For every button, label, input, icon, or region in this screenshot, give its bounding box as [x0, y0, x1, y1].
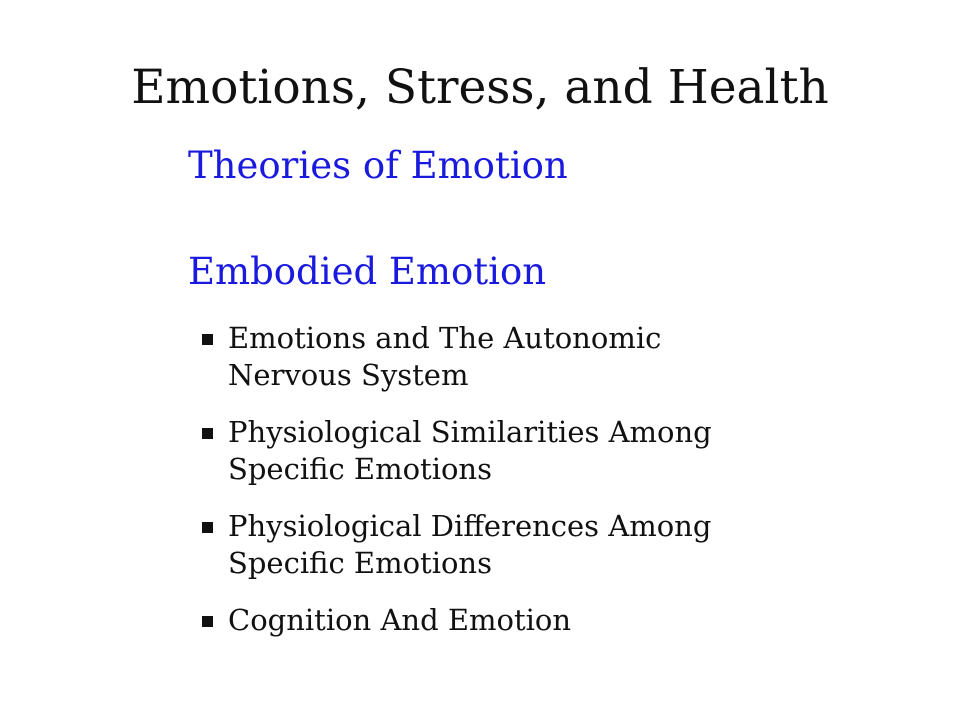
- slide-title: Emotions, Stress, and Health: [131, 60, 829, 115]
- bullet-line: Specific Emotions: [228, 546, 492, 580]
- bullet-item-autonomic: [200, 320, 840, 394]
- bullet-line: Emotions and The Autonomic: [228, 321, 662, 355]
- bullet-line: Cognition And Emotion: [228, 603, 572, 637]
- section-heading-embodied: Embodied Emotion: [188, 250, 547, 293]
- bullet-item-differences: [200, 508, 840, 582]
- bullet-line: Nervous System: [228, 358, 469, 392]
- section-heading-theories: Theories of Emotion: [188, 144, 568, 187]
- square-bullet-icon: [202, 334, 213, 345]
- bullet-item-cognition: [200, 602, 840, 639]
- bullet-line: Physiological Differences Among: [228, 509, 712, 543]
- bullet-list: [200, 320, 840, 659]
- bullet-line: Physiological Similarities Among: [228, 415, 712, 449]
- bullet-line: Specific Emotions: [228, 452, 492, 486]
- bullet-item-similarities: [200, 414, 840, 488]
- square-bullet-icon: [202, 616, 213, 627]
- square-bullet-icon: [202, 428, 213, 439]
- square-bullet-icon: [202, 522, 213, 533]
